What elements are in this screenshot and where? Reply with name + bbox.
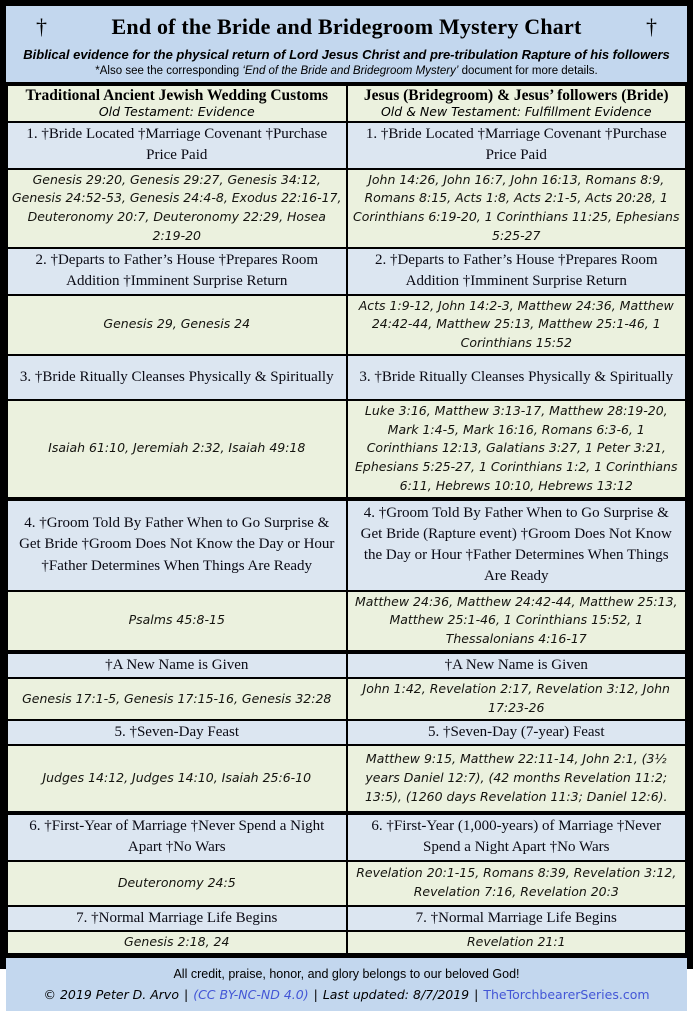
- custom-7-right-refs: Revelation 21:1: [347, 931, 687, 954]
- custom-5-left-header: 5. †Seven-Day Feast: [7, 720, 347, 745]
- left-column-subtitle: Old Testament: Evidence: [98, 104, 255, 119]
- separator: |: [183, 986, 189, 1002]
- custom-7-left-header: 7. †Normal Marriage Life Begins: [7, 906, 347, 931]
- left-column-header-cell: [7, 85, 347, 122]
- custom-3-left-refs: Isaiah 61:10, Jeremiah 2:32, Isaiah 49:18: [7, 400, 347, 499]
- custom-3-evidence-row: [7, 400, 686, 499]
- custom-1-header-row: [7, 122, 686, 169]
- new-name-header-row: [7, 652, 686, 678]
- right-column-header-cell: [347, 85, 687, 122]
- left-column-title: Traditional Ancient Jewish Wedding Customs: [25, 87, 329, 104]
- new-name-right-header: †A New Name is Given: [347, 652, 687, 678]
- separator: |: [474, 986, 479, 1002]
- right-column-subtitle: Old & New Testament: Fulfillment Evidence: [380, 104, 652, 119]
- column-headers-row: [7, 85, 686, 122]
- new-name-right-refs: John 1:42, Revelation 2:17, Revelation 3:12, John 17:23-26: [347, 678, 687, 720]
- custom-1-right-header: 1. †Bride Located †Marriage Covenant †Purchase Price Paid: [347, 122, 687, 169]
- custom-6-evidence-row: [7, 861, 686, 906]
- website-link[interactable]: TheTorchbearerSeries.com: [483, 986, 650, 1002]
- page-title: End of the Bride and Bridegroom Mystery Chart: [111, 13, 582, 39]
- license-link[interactable]: (CC BY-NC-ND 4.0): [193, 986, 309, 1002]
- custom-5-left-refs: Judges 14:12, Judges 14:10, Isaiah 25:6-10: [7, 745, 347, 813]
- page-subtitle: Biblical evidence for the physical return of Lord Jesus Christ and pre-tribulation Rapture of his followers: [23, 47, 670, 62]
- custom-2-header-row: [7, 248, 686, 295]
- custom-5-header-row: [7, 720, 686, 745]
- copyright-line: [10, 984, 683, 1005]
- comparison-table: [6, 84, 687, 955]
- custom-4-left-header: 4. †Groom Told By Father When to Go Surprise & Get Bride †Groom Does Not Know the Day or Hour †Father Determines When Things Are Ready: [7, 499, 347, 591]
- custom-5-right-header: 5. †Seven-Day (7-year) Feast: [347, 720, 687, 745]
- cross-icon: †: [646, 13, 657, 39]
- custom-4-header-row: [7, 499, 686, 591]
- custom-3-right-header: 3. †Bride Ritually Cleanses Physically & Spiritually: [347, 355, 687, 400]
- custom-1-evidence-row: [7, 169, 686, 248]
- custom-4-right-header: 4. †Groom Told By Father When to Go Surprise & Get Bride (Rapture event) †Groom Does Not Know the Day or Hour †Father Determines When Things Are Ready: [347, 499, 687, 591]
- note-prefix: *Also see the corresponding: [95, 65, 243, 77]
- custom-7-evidence-row: [7, 931, 686, 954]
- custom-6-left-refs: Deuteronomy 24:5: [7, 861, 347, 906]
- custom-7-right-header: 7. †Normal Marriage Life Begins: [347, 906, 687, 931]
- title-block: [6, 6, 687, 84]
- copyright-text: © 2019 Peter D. Arvo: [43, 986, 179, 1002]
- new-name-left-refs: Genesis 17:1-5, Genesis 17:15-16, Genesis 32:28: [7, 678, 347, 720]
- custom-4-evidence-row: [7, 591, 686, 652]
- new-name-evidence-row: [7, 678, 686, 720]
- custom-7-header-row: [7, 906, 686, 931]
- custom-6-header-row: [7, 813, 686, 861]
- custom-1-left-refs: Genesis 29:20, Genesis 29:27, Genesis 34:12, Genesis 24:52-53, Genesis 24:4-8, Exodus 22:16-17, Deuteronomy 20:7, Deuteronomy 22:29, Hosea 2:19-20: [7, 169, 347, 248]
- custom-2-left-header: 2. †Departs to Father’s House †Prepares Room Addition †Imminent Surprise Return: [7, 248, 347, 295]
- custom-6-right-refs: Revelation 20:1-15, Romans 8:39, Revelation 3:12, Revelation 7:16, Revelation 20:3: [347, 861, 687, 906]
- cross-icon: †: [36, 13, 47, 39]
- note-suffix: document for more details.: [458, 65, 598, 77]
- title-row: [6, 8, 687, 45]
- credit-line: All credit, praise, honor, and glory belongs to our beloved God!: [173, 966, 520, 981]
- custom-7-left-refs: Genesis 2:18, 24: [7, 931, 347, 954]
- custom-5-right-refs: Matthew 9:15, Matthew 22:11-14, John 2:1, (3½ years Daniel 12:7), (42 months Revelation 11:2; 13:5), (1260 days Revelation 11:3; Daniel 12:6).: [347, 745, 687, 813]
- custom-2-left-refs: Genesis 29, Genesis 24: [7, 295, 347, 355]
- custom-6-left-header: 6. †First-Year of Marriage †Never Spend a Night Apart †No Wars: [7, 813, 347, 861]
- custom-3-left-header: 3. †Bride Ritually Cleanses Physically & Spiritually: [7, 355, 347, 400]
- custom-3-right-refs: Luke 3:16, Matthew 3:13-17, Matthew 28:19-20, Mark 1:4-5, Mark 16:16, Romans 6:3-6, 1 Corinthians 12:13, Galatians 3:27, 1 Peter 3:21, Ephesians 5:25-27, 1 Corinthians 1:2, 1 Corinthians 6:11, Hebrews 10:10, Hebrews 13:12: [347, 400, 687, 499]
- footer: [6, 955, 687, 1011]
- custom-5-evidence-row: [7, 745, 686, 813]
- separator: |: [313, 986, 318, 1002]
- last-updated-text: Last updated: 8/7/2019: [322, 986, 470, 1002]
- new-name-left-header: †A New Name is Given: [7, 652, 347, 678]
- custom-1-right-refs: John 14:26, John 16:7, John 16:13, Romans 8:9, Romans 8:15, Acts 1:8, Acts 2:1-5, Acts 20:28, 1 Corinthians 6:19-20, 1 Corinthians 11:25, Ephesians 5:25-27: [347, 169, 687, 248]
- custom-2-right-refs: Acts 1:9-12, John 14:2-3, Matthew 24:36, Matthew 24:42-44, Matthew 25:13, Matthew 25:1-46, 1 Corinthians 15:52: [347, 295, 687, 355]
- custom-1-left-header: 1. †Bride Located †Marriage Covenant †Purchase Price Paid: [7, 122, 347, 169]
- custom-2-evidence-row: [7, 295, 686, 355]
- custom-4-right-refs: Matthew 24:36, Matthew 24:42-44, Matthew 25:13, Matthew 25:1-46, 1 Corinthians 15:52, 1 Thessalonians 4:16-17: [347, 591, 687, 652]
- custom-4-left-refs: Psalms 45:8-15: [7, 591, 347, 652]
- see-also-note: [6, 64, 687, 79]
- custom-2-right-header: 2. †Departs to Father’s House †Prepares Room Addition †Imminent Surprise Return: [347, 248, 687, 295]
- note-document-name: ‘End of the Bride and Bridegroom Mystery’: [242, 65, 459, 77]
- custom-3-header-row: [7, 355, 686, 400]
- right-column-title: Jesus (Bridegroom) & Jesus’ followers (Bride): [363, 87, 669, 104]
- custom-6-right-header: 6. †First-Year (1,000-years) of Marriage †Never Spend a Night Apart †No Wars: [347, 813, 687, 861]
